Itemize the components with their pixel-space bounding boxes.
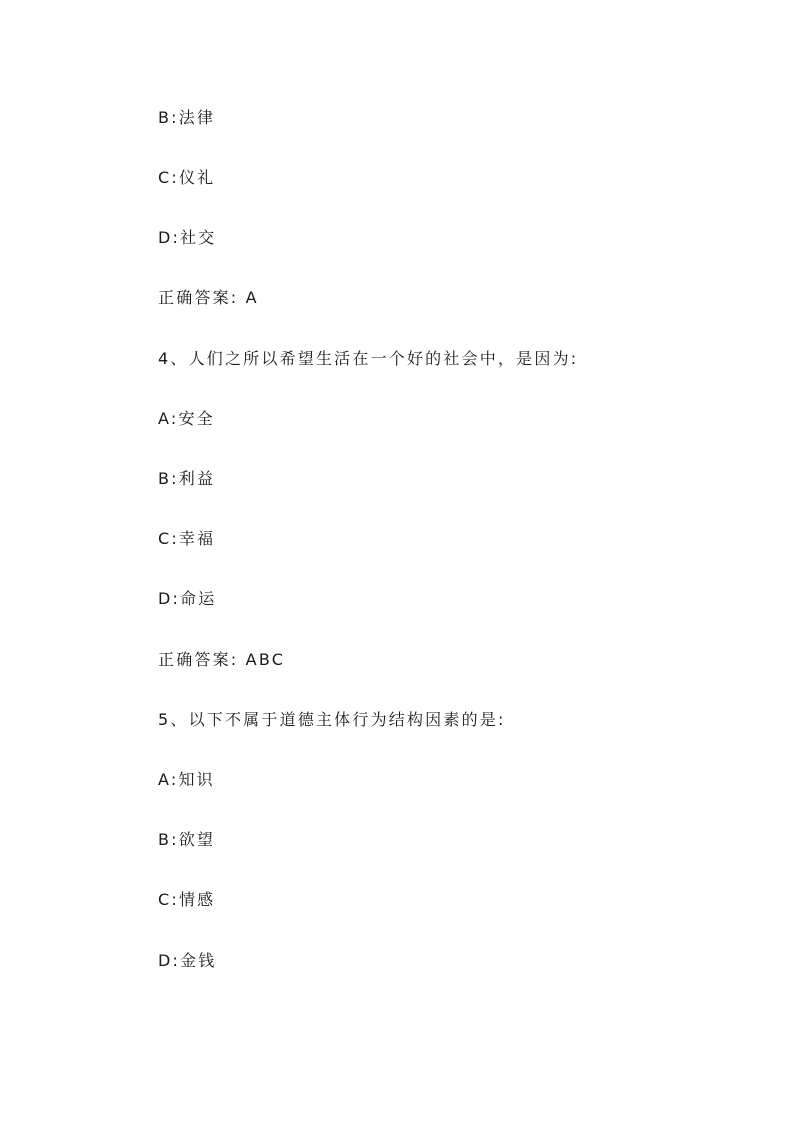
q5-option-c: C:情感 [158, 890, 216, 909]
q4-option-d: D:命运 [158, 589, 217, 608]
q4-option-b: B:利益 [158, 469, 216, 488]
q5-option-d: D:金钱 [158, 951, 217, 970]
q4-answer: 正确答案: ABC [158, 650, 286, 669]
q4-question: 4、人们之所以希望生活在一个好的社会中，是因为: [158, 349, 579, 368]
q4-option-a: A:安全 [158, 409, 215, 428]
q5-question: 5、以下不属于道德主体行为结构因素的是: [158, 710, 506, 729]
q3-option-c: C:仪礼 [158, 168, 216, 187]
q3-option-b: B:法律 [158, 108, 216, 127]
q3-answer: 正确答案: A [158, 288, 259, 307]
q4-option-c: C:幸福 [158, 529, 216, 548]
q5-option-b: B:欲望 [158, 830, 216, 849]
q3-option-d: D:社交 [158, 228, 217, 247]
q5-option-a: A:知识 [158, 770, 215, 789]
